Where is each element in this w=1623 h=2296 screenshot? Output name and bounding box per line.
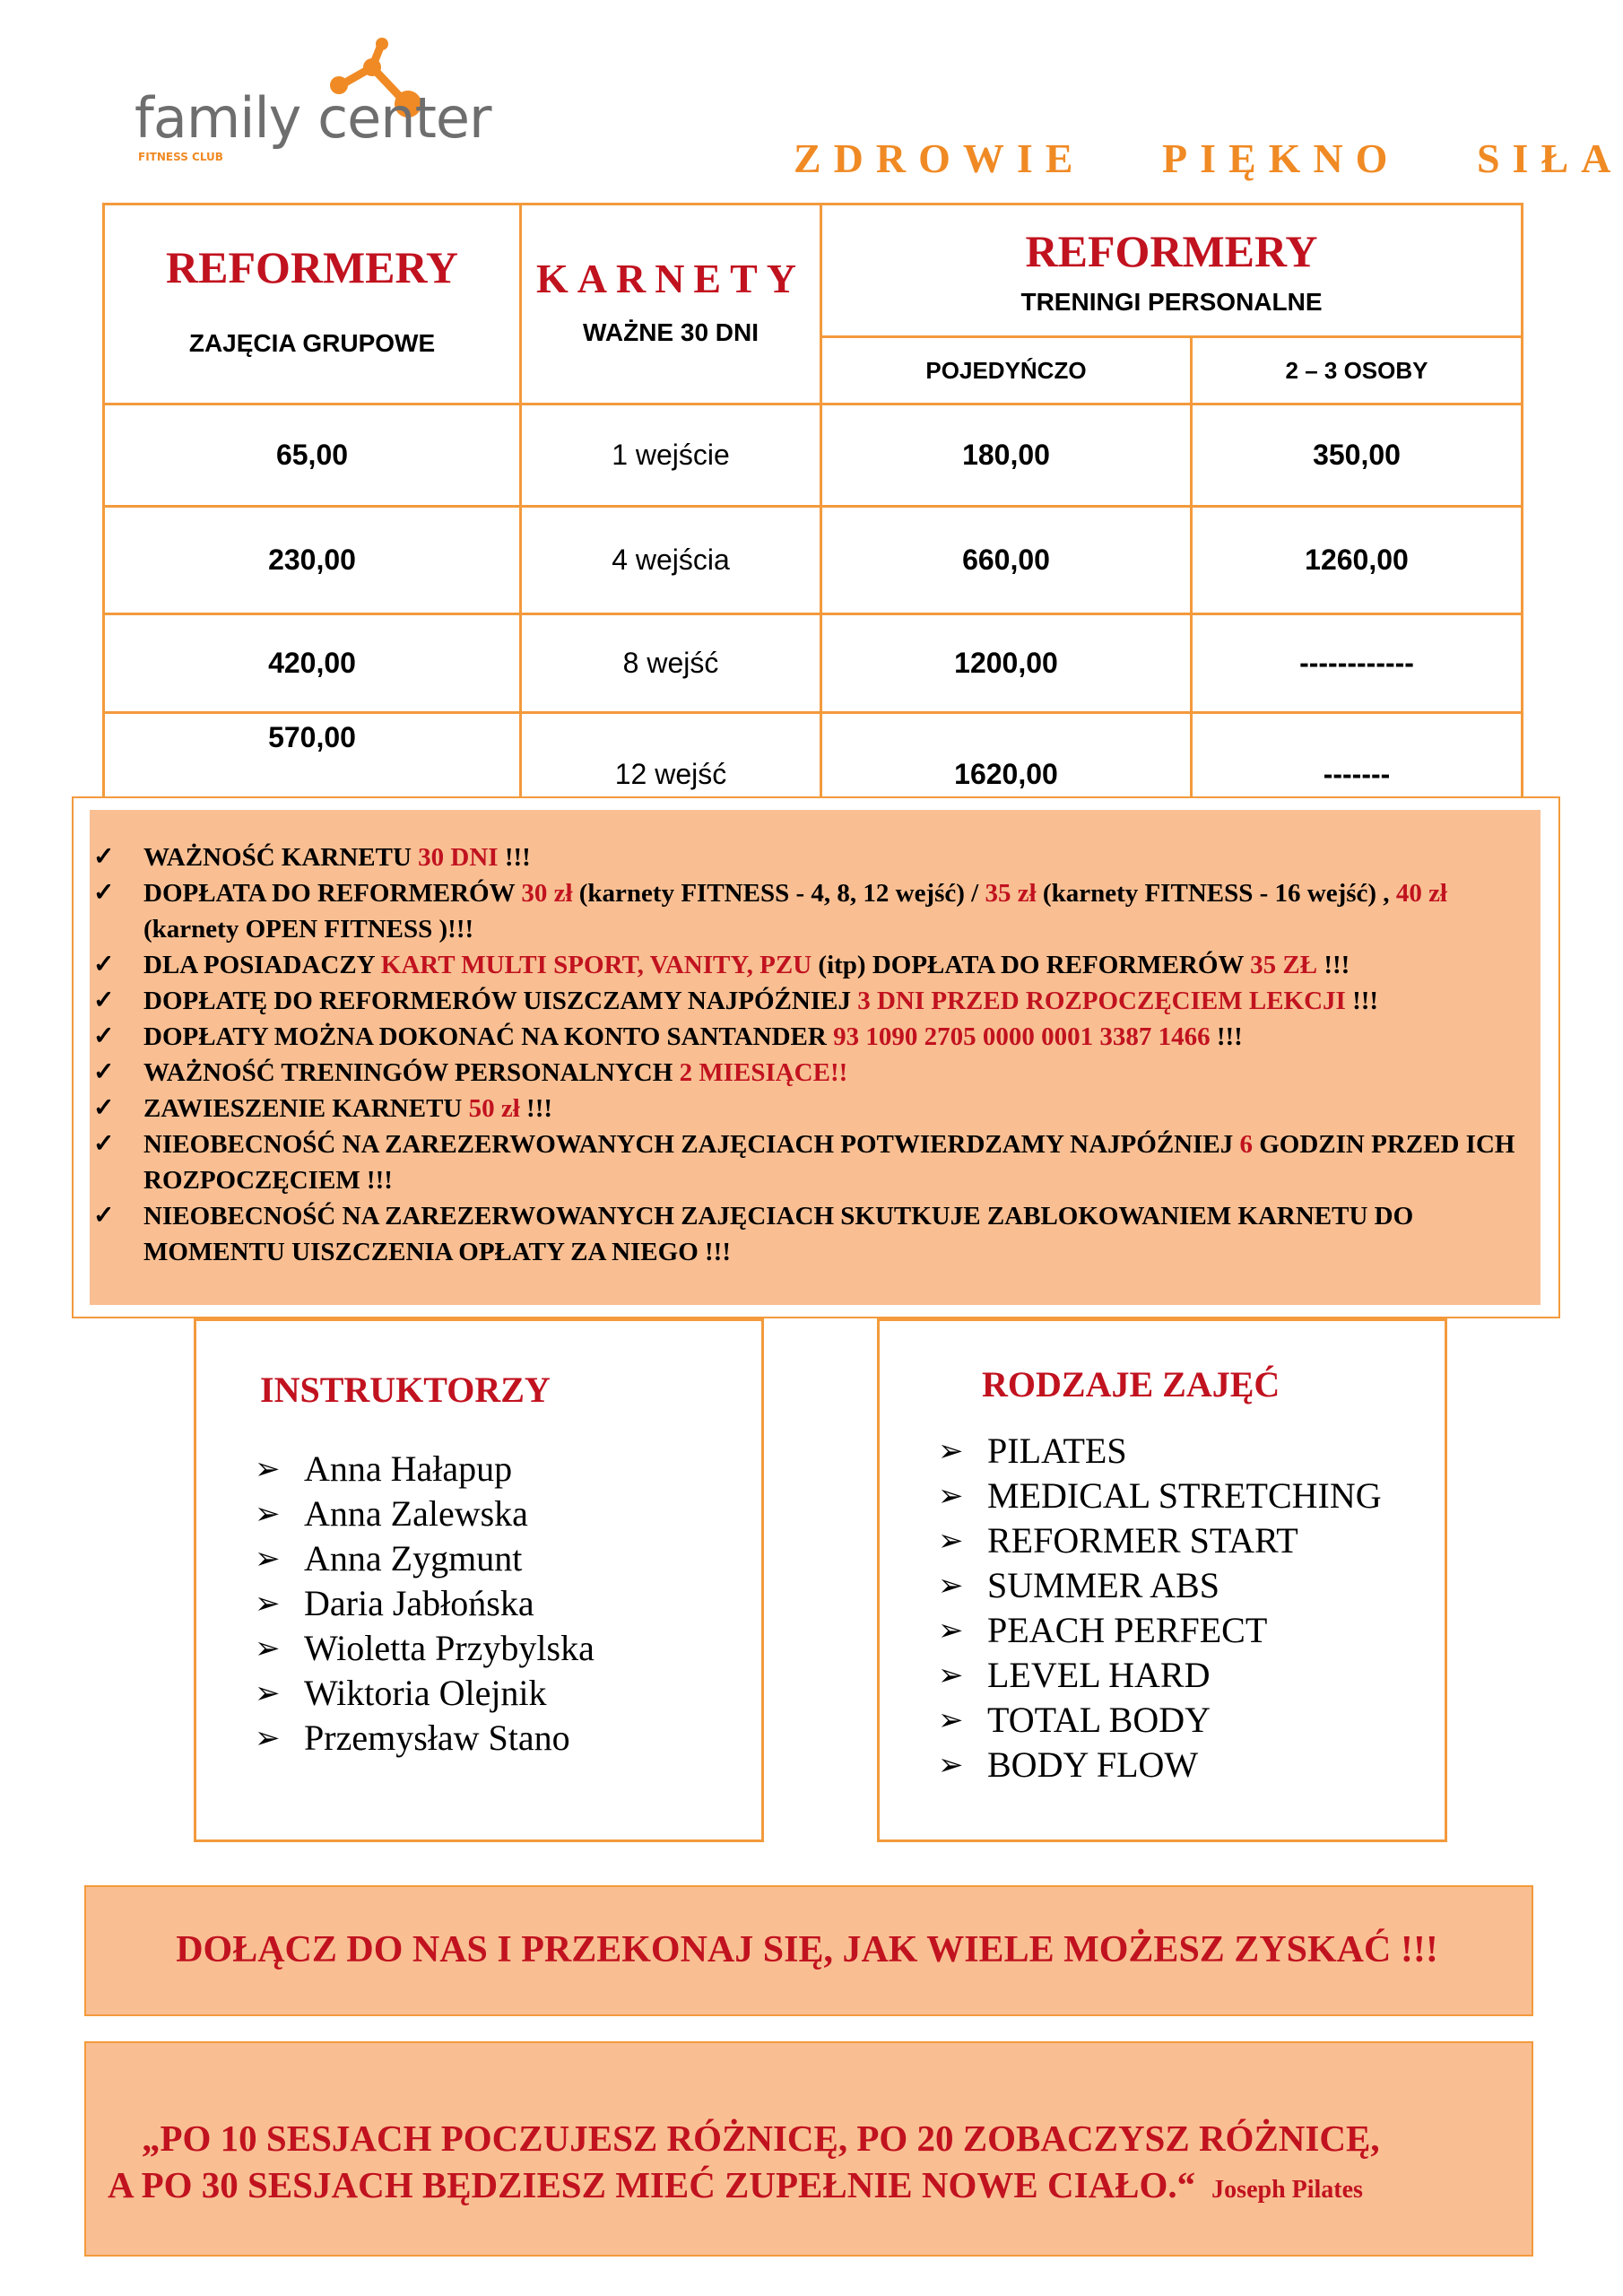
checkmark-icon: ✓ <box>93 1022 115 1050</box>
rule-text: (karnety FITNESS - 16 wejść) , <box>1036 879 1396 908</box>
price-pair: ------- <box>1192 713 1523 802</box>
arrow-bullet-icon: ➢ <box>255 1631 281 1666</box>
arrow-bullet-icon: ➢ <box>255 1720 281 1756</box>
header-single: POJEDYŃCZO <box>821 337 1192 404</box>
rule-item <box>93 1055 1539 1091</box>
quote-author: Joseph Pilates <box>1211 2176 1363 2204</box>
list-item-label: Wioletta Przybylska <box>304 1628 595 1668</box>
header-title: REFORMERY <box>165 242 458 292</box>
arrow-bullet-icon: ➢ <box>938 1478 964 1514</box>
checkmark-icon: ✓ <box>93 951 115 978</box>
list-item-label: TOTAL BODY <box>987 1700 1211 1740</box>
list-item-label: Przemysław Stano <box>304 1718 570 1758</box>
rules-list <box>93 839 1539 1270</box>
list-item <box>255 1626 595 1671</box>
rule-text: NIEOBECNOŚĆ NA ZAREZERWOWANYCH ZAJĘCIACH SKUTKUJE ZABLOKOWANIEM KARNETU DO MOMENTU UISZCZENIA OPŁATY ZA NIEGO !!! <box>143 1202 1414 1266</box>
table-row <box>104 507 1523 614</box>
header-subtitle: ZAJĘCIA GRUPOWE <box>188 329 436 357</box>
logo <box>135 36 491 170</box>
price-single: 1620,00 <box>821 713 1192 802</box>
header-group-2-3: 2 – 3 OSOBY <box>1192 337 1523 404</box>
arrow-bullet-icon: ➢ <box>938 1613 964 1648</box>
list-item-label: Daria Jabłońska <box>304 1583 534 1623</box>
price-pair: 1260,00 <box>1192 507 1523 614</box>
list-item <box>938 1563 1382 1608</box>
list-item <box>938 1653 1382 1698</box>
list-item-label: Anna Zygmunt <box>304 1538 523 1578</box>
rule-item <box>93 947 1539 983</box>
quote-line: A PO 30 SESJACH BĘDZIESZ MIEĆ ZUPEŁNIE NOWE CIAŁO.“ <box>108 2164 1196 2205</box>
price-single: 180,00 <box>821 404 1192 507</box>
list-item <box>255 1536 595 1581</box>
header-subtitle: WAŻNE 30 DNI <box>582 317 759 346</box>
price-pair: 350,00 <box>1192 404 1523 507</box>
list-item <box>938 1429 1382 1474</box>
list-item-label: SUMMER ABS <box>987 1565 1219 1605</box>
arrow-bullet-icon: ➢ <box>938 1747 964 1783</box>
rule-item <box>93 1126 1539 1198</box>
rule-item <box>93 1091 1539 1126</box>
arrow-bullet-icon: ➢ <box>255 1586 281 1622</box>
rule-text: 35 ZŁ <box>1250 951 1318 979</box>
rule-item <box>93 875 1539 947</box>
arrow-bullet-icon: ➢ <box>938 1568 964 1604</box>
rule-item <box>93 983 1539 1019</box>
list-item <box>938 1743 1382 1787</box>
price-single: 660,00 <box>821 507 1192 614</box>
price-single: 1200,00 <box>821 614 1192 713</box>
logo-subtitle: FITNESS CLUB <box>138 151 223 163</box>
list-item <box>255 1716 595 1761</box>
list-item-label: REFORMER START <box>987 1520 1298 1561</box>
rule-text: !!! <box>1210 1022 1243 1051</box>
tagline <box>794 135 1623 182</box>
price-pair: ------------ <box>1192 614 1523 713</box>
list-item-label: LEVEL HARD <box>987 1655 1211 1695</box>
rule-text: 30 DNI <box>418 843 499 872</box>
price-group: 570,00 <box>104 713 521 802</box>
cta-text: DOŁĄCZ DO NAS I PRZEKONAJ SIĘ, JAK WIELE MOŻESZ ZYSKAĆ !!! <box>176 1929 1438 1970</box>
rule-text: 40 zł <box>1395 879 1447 908</box>
arrow-bullet-icon: ➢ <box>938 1433 964 1469</box>
rule-text: !!! <box>498 843 531 872</box>
list-item <box>938 1698 1382 1743</box>
rule-text: DOPŁATY MOŻNA DOKONAĆ NA KONTO SANTANDER <box>143 1022 834 1051</box>
pass-entries: 8 wejść <box>521 614 821 713</box>
price-group: 420,00 <box>104 614 521 713</box>
rule-text: WAŻNOŚĆ KARNETU <box>143 843 419 872</box>
rule-text: (karnety FITNESS - 4, 8, 12 wejść) / <box>572 879 985 908</box>
list-item <box>255 1447 595 1492</box>
rule-text: KART MULTI SPORT, VANITY, PZU <box>380 951 812 979</box>
header-personal-training <box>821 204 1523 337</box>
table-row <box>104 713 1523 802</box>
rule-text: (itp) DOPŁATA DO REFORMERÓW <box>812 951 1251 979</box>
checkmark-icon: ✓ <box>93 1094 115 1122</box>
instructors-list <box>255 1447 595 1761</box>
rule-text: 6 <box>1239 1130 1253 1159</box>
rule-text: !!! <box>519 1094 553 1123</box>
list-item-label: MEDICAL STRETCHING <box>987 1475 1382 1516</box>
list-item <box>938 1608 1382 1653</box>
rule-text: 35 zł <box>985 879 1037 908</box>
checkmark-icon: ✓ <box>93 1130 115 1158</box>
arrow-bullet-icon: ➢ <box>255 1451 281 1487</box>
header-title: REFORMERY <box>1025 225 1318 276</box>
list-item <box>938 1518 1382 1563</box>
rule-text: ZAWIESZENIE KARNETU <box>143 1094 469 1123</box>
pass-entries: 1 wejście <box>521 404 821 507</box>
rule-item <box>93 1198 1539 1270</box>
arrow-bullet-icon: ➢ <box>938 1702 964 1738</box>
list-item-label: BODY FLOW <box>987 1744 1199 1785</box>
arrow-bullet-icon: ➢ <box>255 1541 281 1577</box>
checkmark-icon: ✓ <box>93 1202 115 1230</box>
tagline-word: SIŁA <box>1476 135 1623 181</box>
list-item <box>255 1581 595 1626</box>
header-title: KARNETY <box>535 255 806 301</box>
price-table <box>102 203 1523 803</box>
price-group: 65,00 <box>104 404 521 507</box>
tagline-word: PIĘKNO <box>1161 135 1401 181</box>
table-row <box>104 404 1523 507</box>
rule-text: 93 1090 2705 0000 0001 3387 1466 <box>833 1022 1211 1051</box>
checkmark-icon: ✓ <box>93 987 115 1014</box>
arrow-bullet-icon: ➢ <box>938 1523 964 1559</box>
price-group: 230,00 <box>104 507 521 614</box>
pass-entries: 4 wejścia <box>521 507 821 614</box>
list-item <box>938 1474 1382 1518</box>
rule-text: DOPŁATĘ DO REFORMERÓW UISZCZAMY NAJPÓŹNIEJ <box>143 987 858 1015</box>
rule-text: GODZIN PRZED ICH ROZPOCZĘCIEM !!! <box>143 1130 1515 1195</box>
checkmark-icon: ✓ <box>93 879 115 907</box>
rule-text: !!! <box>1317 951 1350 979</box>
rule-item <box>93 839 1539 875</box>
rule-text: NIEOBECNOŚĆ NA ZAREZERWOWANYCH ZAJĘCIACH POTWIERDZAMY NAJPÓŹNIEJ <box>143 1130 1240 1159</box>
instructors-title: INSTRUKTORZY <box>260 1370 551 1410</box>
rule-item <box>93 1019 1539 1055</box>
header-passes <box>521 204 821 404</box>
tagline-word: ZDROWIE <box>794 135 1086 181</box>
header-group-classes <box>104 204 521 404</box>
arrow-bullet-icon: ➢ <box>255 1675 281 1711</box>
arrow-bullet-icon: ➢ <box>938 1657 964 1693</box>
list-item-label: Anna Zalewska <box>304 1493 528 1534</box>
rule-text: DOPŁATA DO REFORMERÓW <box>143 879 522 908</box>
rule-text: 3 DNI PRZED ROZPOCZĘCIEM LEKCJI <box>857 987 1346 1015</box>
list-item-label: Anna Hałapup <box>304 1448 513 1489</box>
pass-entries: 12 wejść <box>521 713 821 802</box>
logo-name: family center <box>135 85 491 151</box>
checkmark-icon: ✓ <box>93 843 115 871</box>
quote <box>108 2115 1380 2213</box>
rule-text: !!! <box>1345 987 1379 1015</box>
list-item <box>255 1492 595 1536</box>
list-item <box>255 1671 595 1716</box>
arrow-bullet-icon: ➢ <box>255 1496 281 1532</box>
quote-line-with-author <box>108 2161 1380 2213</box>
list-item-label: Wiktoria Olejnik <box>304 1673 547 1713</box>
quote-line: „PO 10 SESJACH POCZUJESZ RÓŻNICĘ, PO 20 ZOBACZYSZ RÓŻNICĘ, <box>142 2118 1380 2159</box>
rule-text: (karnety OPEN FITNESS )!!! <box>143 915 474 944</box>
list-item-label: PEACH PERFECT <box>987 1610 1268 1650</box>
rule-text: 30 zł <box>521 879 573 908</box>
rule-text: 2 MIESIĄCE <box>679 1058 830 1087</box>
classes-list <box>938 1429 1382 1787</box>
rule-text: !! <box>829 1058 848 1087</box>
list-item-label: PILATES <box>987 1431 1127 1471</box>
rule-text: 50 zł <box>468 1094 520 1123</box>
table-row <box>104 614 1523 713</box>
rule-text: WAŻNOŚĆ TRENINGÓW PERSONALNYCH <box>143 1058 680 1087</box>
header-subtitle: TRENINGI PERSONALNE <box>1020 287 1323 316</box>
checkmark-icon: ✓ <box>93 1058 115 1086</box>
rule-text: DLA POSIADACZY <box>143 951 381 979</box>
classes-title: RODZAJE ZAJĘĆ <box>982 1364 1280 1405</box>
